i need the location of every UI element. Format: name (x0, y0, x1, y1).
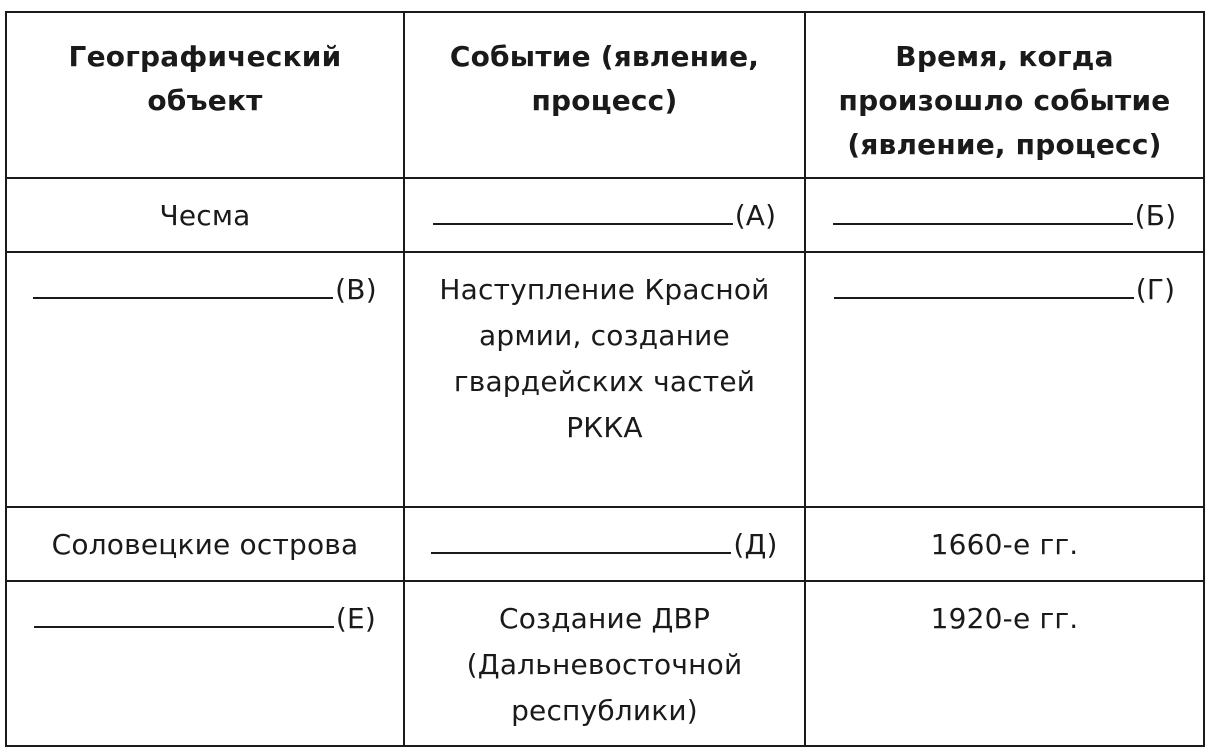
blank-code: (Е) (335, 602, 377, 635)
table-row (6, 507, 1204, 581)
table-row (6, 252, 1204, 507)
cell-event (404, 178, 805, 252)
cell-object: Чесма (6, 178, 404, 252)
cell-time (805, 178, 1204, 252)
blank-line (34, 625, 334, 628)
cell-time (805, 252, 1204, 507)
answer-blank (833, 193, 1177, 239)
cell-time: 1920-е гг. (805, 581, 1204, 746)
cell-object (6, 581, 404, 746)
cell-event: Создание ДВР (Дальневосточной республики) (404, 581, 805, 746)
answer-blank (34, 596, 376, 642)
cell-object (6, 252, 404, 507)
blank-code: (Д) (733, 528, 778, 561)
cell-time: 1660-е гг. (805, 507, 1204, 581)
cell-event: Наступление Красной армии, создание гвардейских частей РККА (404, 252, 805, 507)
blank-line (433, 222, 733, 225)
answer-blank (431, 522, 777, 568)
blank-line (431, 551, 731, 554)
answer-blank (33, 267, 377, 313)
header-geographic-object: Географический объект (6, 12, 404, 178)
answer-blank (834, 267, 1176, 313)
blank-line (33, 296, 333, 299)
blank-line (833, 222, 1133, 225)
history-matching-table (5, 11, 1205, 747)
header-row (6, 12, 1204, 178)
table-row (6, 178, 1204, 252)
cell-object: Соловецкие острова (6, 507, 404, 581)
blank-code: (В) (335, 273, 377, 306)
table-row (6, 581, 1204, 746)
blank-code: (Г) (1135, 273, 1176, 306)
header-event: Событие (явление, процесс) (404, 12, 805, 178)
blank-code: (А) (734, 199, 777, 232)
header-time: Время, когда произошло событие (явление, процесс) (805, 12, 1204, 178)
blank-code: (Б) (1134, 199, 1177, 232)
cell-event (404, 507, 805, 581)
blank-line (834, 296, 1134, 299)
answer-blank (433, 193, 777, 239)
